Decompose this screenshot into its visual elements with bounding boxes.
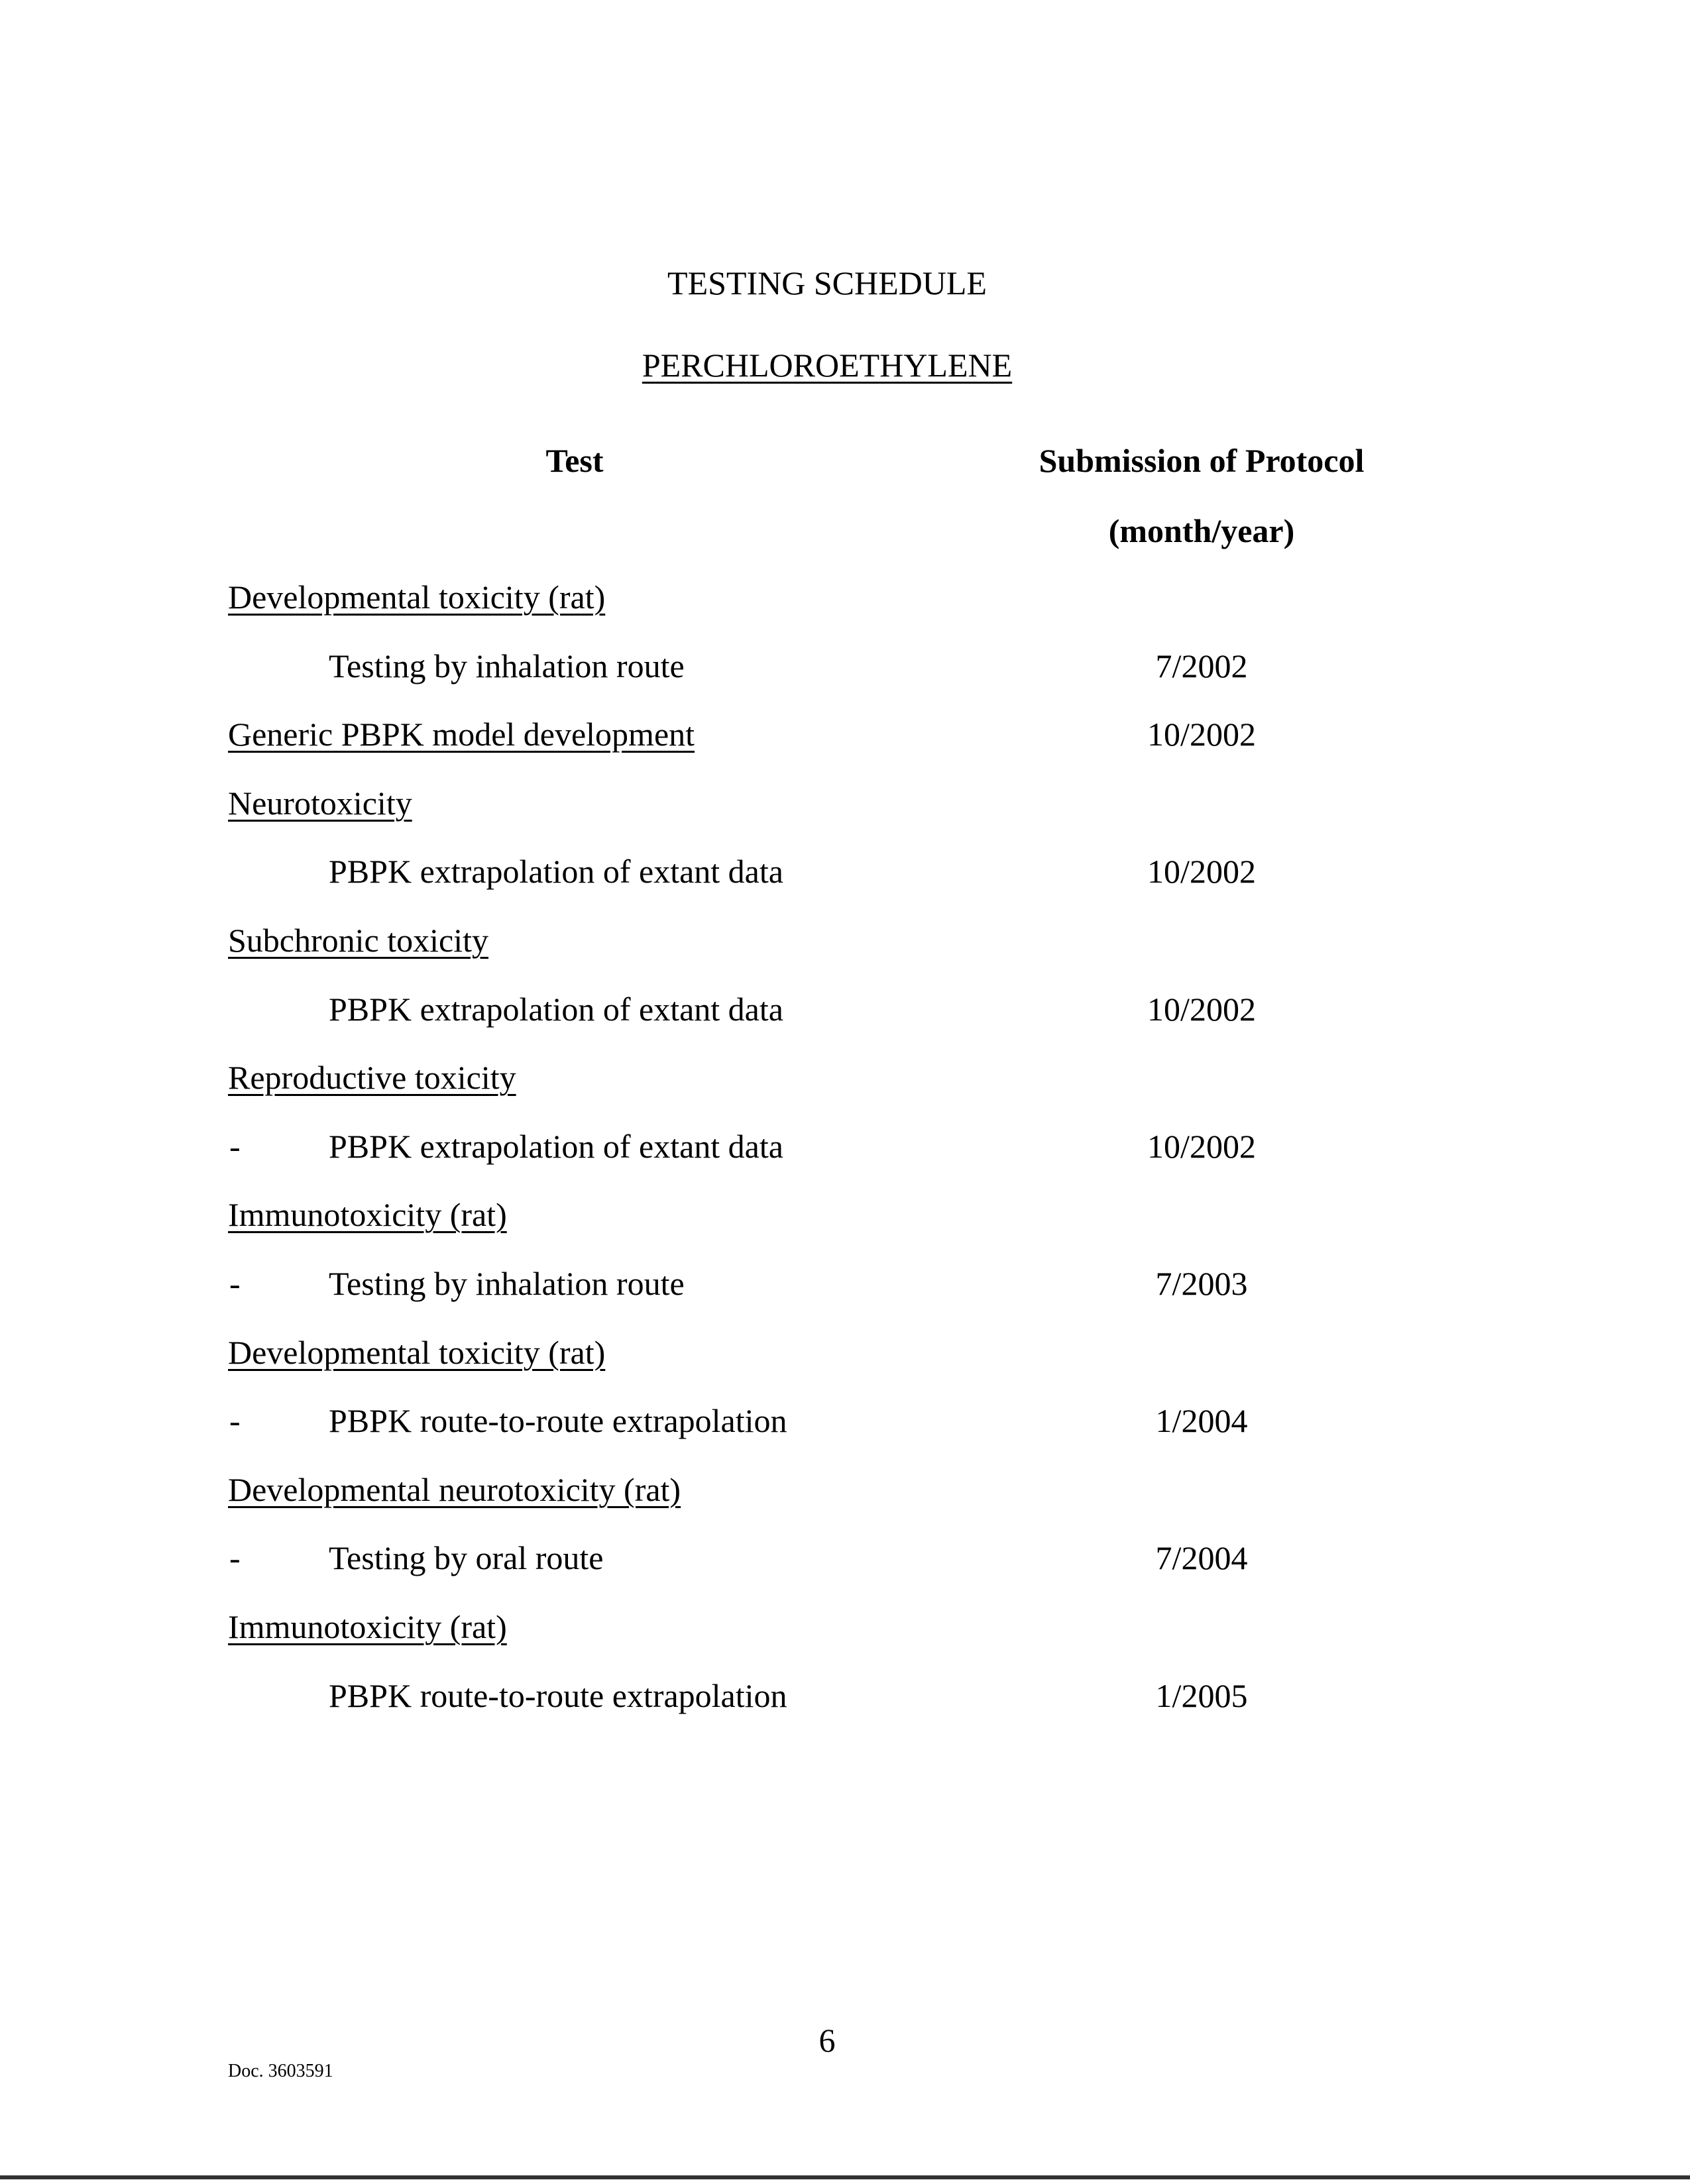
test-category-label: Developmental toxicity (rat): [228, 1333, 606, 1371]
list-dash: -: [229, 1265, 241, 1302]
test-method: PBPK route-to-route extrapolation: [329, 1676, 787, 1714]
submission-date: 7/2002: [1155, 647, 1248, 684]
submission-date: 1/2005: [1155, 1676, 1248, 1714]
submission-date: 1/2004: [1155, 1402, 1248, 1440]
test-method: Testing by oral route: [329, 1539, 604, 1577]
test-category: [228, 1608, 507, 1646]
test-category: [228, 1470, 681, 1509]
test-category: [228, 578, 605, 616]
test-category-label: Developmental toxicity (rat): [228, 578, 606, 616]
subtitle-text: PERCHLOROETHYLENE: [642, 347, 1013, 384]
test-category-label: Immunotoxicity (rat): [228, 1196, 507, 1234]
document-id: Doc. 3603591: [228, 2061, 333, 2081]
test-category: [228, 715, 695, 753]
list-dash: -: [229, 1402, 241, 1440]
submission-date: 7/2004: [1155, 1539, 1248, 1577]
test-method: Testing by inhalation route: [329, 1265, 685, 1302]
list-dash: -: [229, 1539, 241, 1577]
submission-date: 10/2002: [1147, 716, 1256, 753]
scan-edge-rule: [0, 2175, 1690, 2179]
list-dash: -: [229, 1127, 241, 1165]
test-category: [228, 1058, 516, 1097]
test-category: [228, 784, 412, 822]
test-method: PBPK extrapolation of extant data: [329, 990, 783, 1028]
test-method: Testing by inhalation route: [329, 647, 685, 684]
test-method: PBPK route-to-route extrapolation: [329, 1402, 787, 1440]
submission-date: 7/2003: [1155, 1265, 1248, 1302]
document-subtitle: [0, 346, 1654, 384]
test-category-label: Generic PBPK model development: [228, 716, 695, 753]
column-header-submission-unit: (month/year): [1108, 512, 1295, 549]
test-category: [228, 1333, 605, 1372]
test-method: PBPK extrapolation of extant data: [329, 853, 783, 891]
column-header-submission: Submission of Protocol: [1039, 442, 1365, 479]
submission-date: 10/2002: [1147, 1127, 1256, 1165]
test-category: [228, 1195, 507, 1234]
test-category: [228, 921, 488, 959]
submission-date: 10/2002: [1147, 853, 1256, 891]
submission-date: 10/2002: [1147, 990, 1256, 1028]
test-category-label: Neurotoxicity: [228, 784, 412, 822]
page-number: 6: [818, 2022, 836, 2059]
column-header-test: Test: [545, 442, 604, 479]
test-category-label: Developmental neurotoxicity (rat): [228, 1470, 681, 1508]
test-category-label: Immunotoxicity (rat): [228, 1608, 507, 1645]
test-method: PBPK extrapolation of extant data: [329, 1127, 783, 1165]
test-category-label: Reproductive toxicity: [228, 1059, 516, 1097]
document-title: TESTING SCHEDULE: [667, 264, 987, 301]
test-category-label: Subchronic toxicity: [228, 922, 488, 959]
